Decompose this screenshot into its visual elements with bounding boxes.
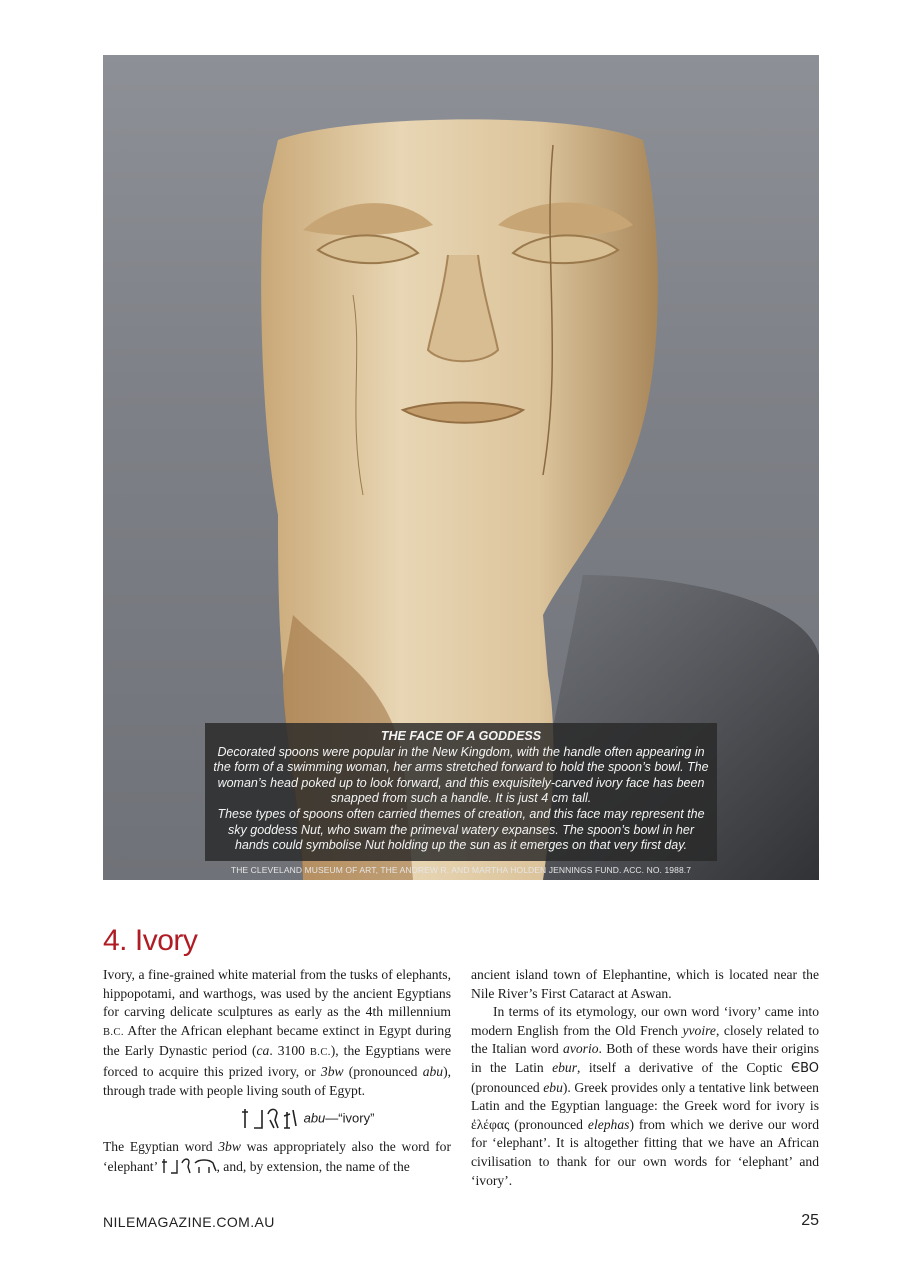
hieroglyph-elephant-icon [161,1157,217,1175]
paragraph-elephantine: ancient island town of Elephantine, which is located near the Nile River’s First Cataract at Aswan. [471,967,819,1001]
caption-paragraph-1: Decorated spoons were popular in the New Kingdom, with the handle often appearing in the form of a swimming woman, her arms stretched forward to hold the spoon’s bowl. The woman’s head poked up to look forward, and this exquisitely-carved ivory face has been snapped from such a handle. It is just 4 cm tall. [213,744,709,806]
article-column-right [471,966,819,1190]
paragraph-ivory-intro: Ivory, a fine-grained white material from the tusks of elephants, hippopotami, and warthogs, was used by the ancient Egyptians for carving delicate sculptures as early as the 4th millennium B.C. After the African elephant became extinct in Egypt during the Early Dynastic period (ca. 3100 B.C.), the Egyptians were forced to acquire this prized ivory, or 3bw (pronounced abu), through trade with people living south of Egypt. [103,967,452,1098]
article-column-left [103,966,451,1176]
section-heading: 4. Ivory [103,924,198,957]
page-number: 25 [801,1212,819,1229]
footer-site: NILEMAGAZINE.COM.AU [103,1214,275,1230]
hieroglyph-gloss: —“ivory” [325,1110,375,1126]
caption-title: THE FACE OF A GODDESS [380,729,542,743]
caption-paragraph-2: These types of spoons often carried themes of creation, and this face may represent the sky goddess Nut, who swam the primeval watery expanses. The spoon’s bowl in her hands could symbolise Nut holding up the sun as it emerges on that very first day. [217,806,705,853]
hieroglyph-abu-icon [240,1106,298,1132]
photo-credit: THE CLEVELAND MUSEUM OF ART, THE ANDREW R. AND MARTHA HOLDEN JENNINGS FUND. ACC. NO. 1988.7 [230,865,692,875]
hieroglyph-example [103,1106,451,1132]
hieroglyph-transliteration: abu [303,1110,326,1126]
paragraph-etymology: In terms of its etymology, our own word ‘ivory’ came into modern English from the Old French yvoire, closely related to the Italian word avorio. Both of these words have their origins in the Latin ebur, itself a derivative of the Coptic ЄBO (pronounced ebu). Greek provides only a tentative link between Latin and the Egyptian language: the Greek word for ivory is ἐλέφας (pronounced elephas) from which we derive our word for ‘elephant’. It is altogether fitting that we have an African civilisation to thank for our own words for ‘elephant’ and ‘ivory’. [471,1004,820,1188]
artifact-photo [103,55,819,880]
photo-caption [205,723,717,861]
paragraph-elephant-word: The Egyptian word 3bw was appropriately also the word for ‘elephant’ , and, by extension, the name of the [103,1139,451,1174]
